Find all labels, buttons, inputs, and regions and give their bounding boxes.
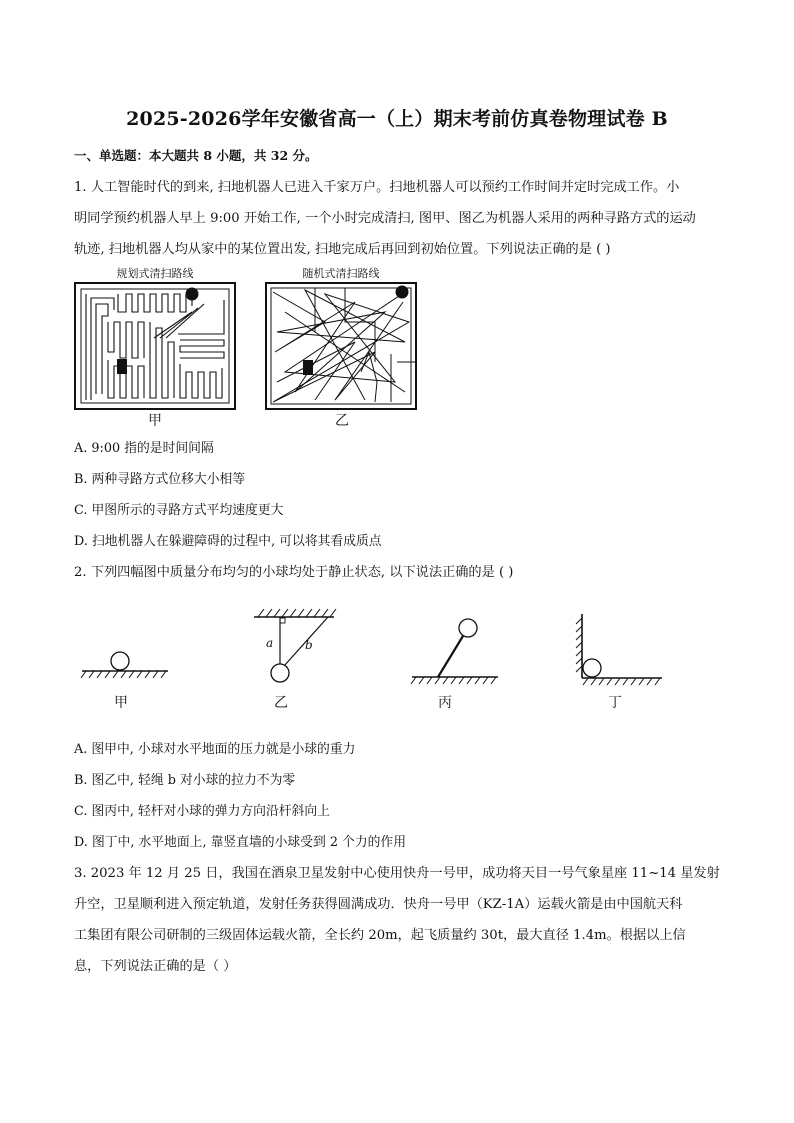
q2-label-ding: 丁	[608, 695, 622, 711]
section-heading: 一、单选题：本大题共 8 小题，共 32 分。	[74, 148, 318, 163]
fig-left-label: 甲	[148, 413, 162, 429]
planned-route-figure	[74, 282, 236, 410]
q1-line-1: 1. 人工智能时代的到来, 扫地机器人已进入千家万户。扫地机器人可以预约工作时间并定时完成工作。小	[74, 180, 680, 195]
rope-b-label: b	[305, 638, 313, 652]
ball-on-ground-figure	[80, 645, 170, 685]
q3-line-2: 升空，卫星顺利进入预定轨道，发射任务获得圆满成功．快舟一号甲（KZ-1A）运载火箭是由中国航天科	[74, 897, 683, 912]
q2-label-jia: 甲	[114, 695, 128, 711]
q3-line-4: 息，下列说法正确的是（ ）	[74, 959, 237, 974]
q1-option-a: A. 9:00 指的是时间间隔	[74, 441, 214, 456]
fig-right-caption: 随机式清扫路线	[302, 267, 380, 280]
q2-option-b: B. 图乙中, 轻绳 b 对小球的拉力不为零	[74, 773, 296, 788]
fig-right-label: 乙	[335, 413, 349, 429]
ball-by-wall-figure	[574, 612, 664, 690]
random-route-figure	[265, 282, 417, 410]
q3-line-3: 工集团有限公司研制的三级固体运载火箭，全长约 20m，起飞质量约 30t，最大直径 1.4m。根据以上信	[74, 928, 686, 943]
q2-label-yi: 乙	[274, 695, 288, 711]
q2-option-d: D. 图丁中, 水平地面上, 靠竖直墙的小球受到 2 个力的作用	[74, 835, 407, 850]
q2-option-c: C. 图丙中, 轻杆对小球的弹力方向沿杆斜向上	[74, 804, 330, 819]
fig-left-caption: 规划式清扫路线	[116, 267, 194, 280]
q1-option-b: B. 两种寻路方式位移大小相等	[74, 472, 246, 487]
q1-line-2: 明同学预约机器人早上 9:00 开始工作, 一个小时完成清扫, 图甲、图乙为机器人采用的两种寻路方式的运动	[74, 211, 696, 226]
q1-line-3: 轨迹, 扫地机器人均从家中的某位置出发, 扫地完成后再回到初始位置。下列说法正确的是 ( )	[74, 242, 611, 257]
q2-option-a: A. 图甲中, 小球对水平地面的压力就是小球的重力	[74, 742, 356, 757]
rope-a-label: a	[266, 636, 274, 650]
q1-option-d: D. 扫地机器人在躲避障碍的过程中, 可以将其看成质点	[74, 534, 382, 549]
page-title: 2025-2026学年安徽省高一（上）期末考前仿真卷物理试卷 B	[126, 108, 668, 130]
q3-line-1: 3. 2023 年 12 月 25 日，我国在酒泉卫星发射中心使用快舟一号甲，成功将天目一号气象星座 11~14 星发射	[74, 866, 720, 881]
ball-on-rod-figure	[410, 612, 500, 690]
hanging-ball-figure	[250, 605, 340, 690]
q2-stem: 2. 下列四幅图中质量分布均匀的小球均处于静止状态, 以下说法正确的是 ( )	[74, 565, 514, 580]
q1-option-c: C. 甲图所示的寻路方式平均速度更大	[74, 503, 284, 518]
q2-label-bing: 丙	[438, 695, 452, 711]
